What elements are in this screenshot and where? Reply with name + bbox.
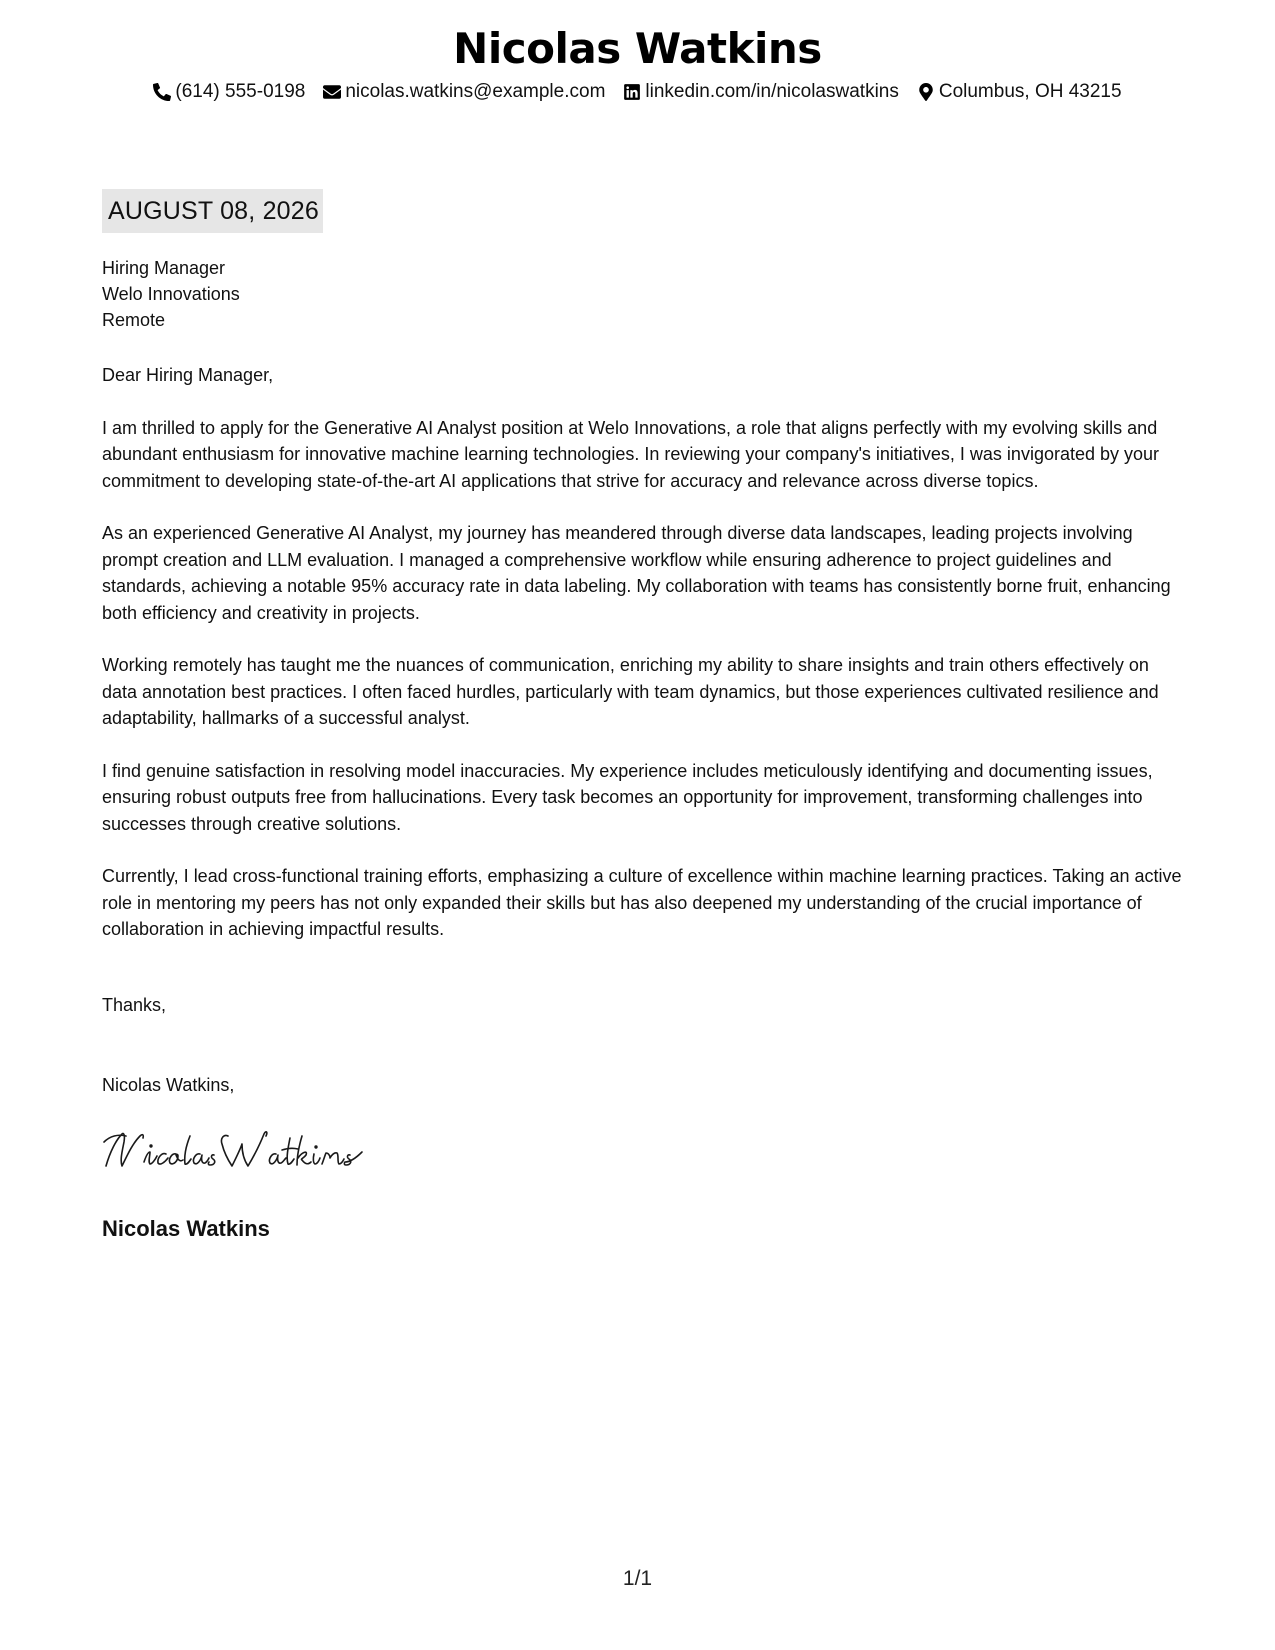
printed-name: Nicolas Watkins bbox=[102, 1216, 270, 1241]
contact-email bbox=[323, 80, 605, 104]
phone-icon bbox=[153, 83, 171, 101]
letter-body bbox=[102, 362, 1182, 969]
body-paragraph: Currently, I lead cross-functional training efforts, emphasizing a culture of excellence within machine learning practices. Taking an active role in mentoring my peers has not only expanded their skills but has also deepened my understanding of the crucial importance of collaboration in achieving impactful results. bbox=[102, 866, 1182, 939]
closing: Thanks, bbox=[102, 995, 167, 1015]
contact-location bbox=[917, 80, 1122, 104]
phone-text: (614) 555-0198 bbox=[175, 81, 306, 102]
recipient-location: Remote bbox=[102, 310, 166, 330]
map-pin-icon bbox=[917, 83, 935, 101]
contact-linkedin bbox=[623, 80, 898, 104]
page-number: 1/1 bbox=[622, 1567, 653, 1590]
location-text: Columbus, OH 43215 bbox=[938, 81, 1122, 102]
envelope-icon bbox=[323, 83, 341, 101]
recipient-title: Hiring Manager bbox=[102, 258, 226, 278]
linkedin-icon bbox=[623, 83, 641, 101]
body-paragraph: Working remotely has taught me the nuances of communication, enriching my ability to share insights and train others effectively on data annotation best practices. I often faced hurdles, particularly with team dynamics, but those experiences cultivated resilience and adaptability, hallmarks of a successful analyst. bbox=[102, 655, 1159, 728]
body-paragraph: As an experienced Generative AI Analyst, my journey has meandered through diverse data landscapes, leading projects involving prompt creation and LLM evaluation. I managed a comprehensive workflow while ensuring adherence to project guidelines and standards, achieving a notable 95% accuracy rate in data labeling. My collaboration with teams has consistently borne fruit, enhancing both efficiency and creativity in projects. bbox=[102, 523, 1171, 623]
contact-phone bbox=[153, 80, 305, 104]
body-paragraph: I find genuine satisfaction in resolving model inaccuracies. My experience includes meticulously identifying and documenting issues, ensuring robust outputs free from hallucinations. Every task becomes an opportunity for improvement, transforming challenges into successes through creative solutions. bbox=[102, 760, 1153, 834]
letter-date: AUGUST 08, 2026 bbox=[102, 189, 323, 233]
email-text: nicolas.watkins@example.com bbox=[345, 81, 606, 102]
body-paragraph: I am thrilled to apply for the Generative AI Analyst position at Welo Innovations, a role that aligns perfectly with my evolving skills and abundant enthusiasm for innovative machine learning technologies. In reviewing your company's initiatives, I was invigorated by your commitment to developing state-of-the-art AI applications that strive for accuracy and relevance across diverse topics. bbox=[102, 417, 1160, 491]
signature-text bbox=[0, 0, 1, 1]
handwritten-signature bbox=[100, 1122, 370, 1182]
sign-off-name: Nicolas Watkins, bbox=[102, 1075, 235, 1095]
recipient-block bbox=[102, 255, 240, 333]
contact-row bbox=[0, 80, 1275, 104]
salutation: Dear Hiring Manager, bbox=[102, 365, 274, 385]
linkedin-text: linkedin.com/in/nicolaswatkins bbox=[645, 81, 899, 102]
header-name: Nicolas Watkins bbox=[453, 24, 822, 73]
recipient-company: Welo Innovations bbox=[102, 284, 240, 304]
